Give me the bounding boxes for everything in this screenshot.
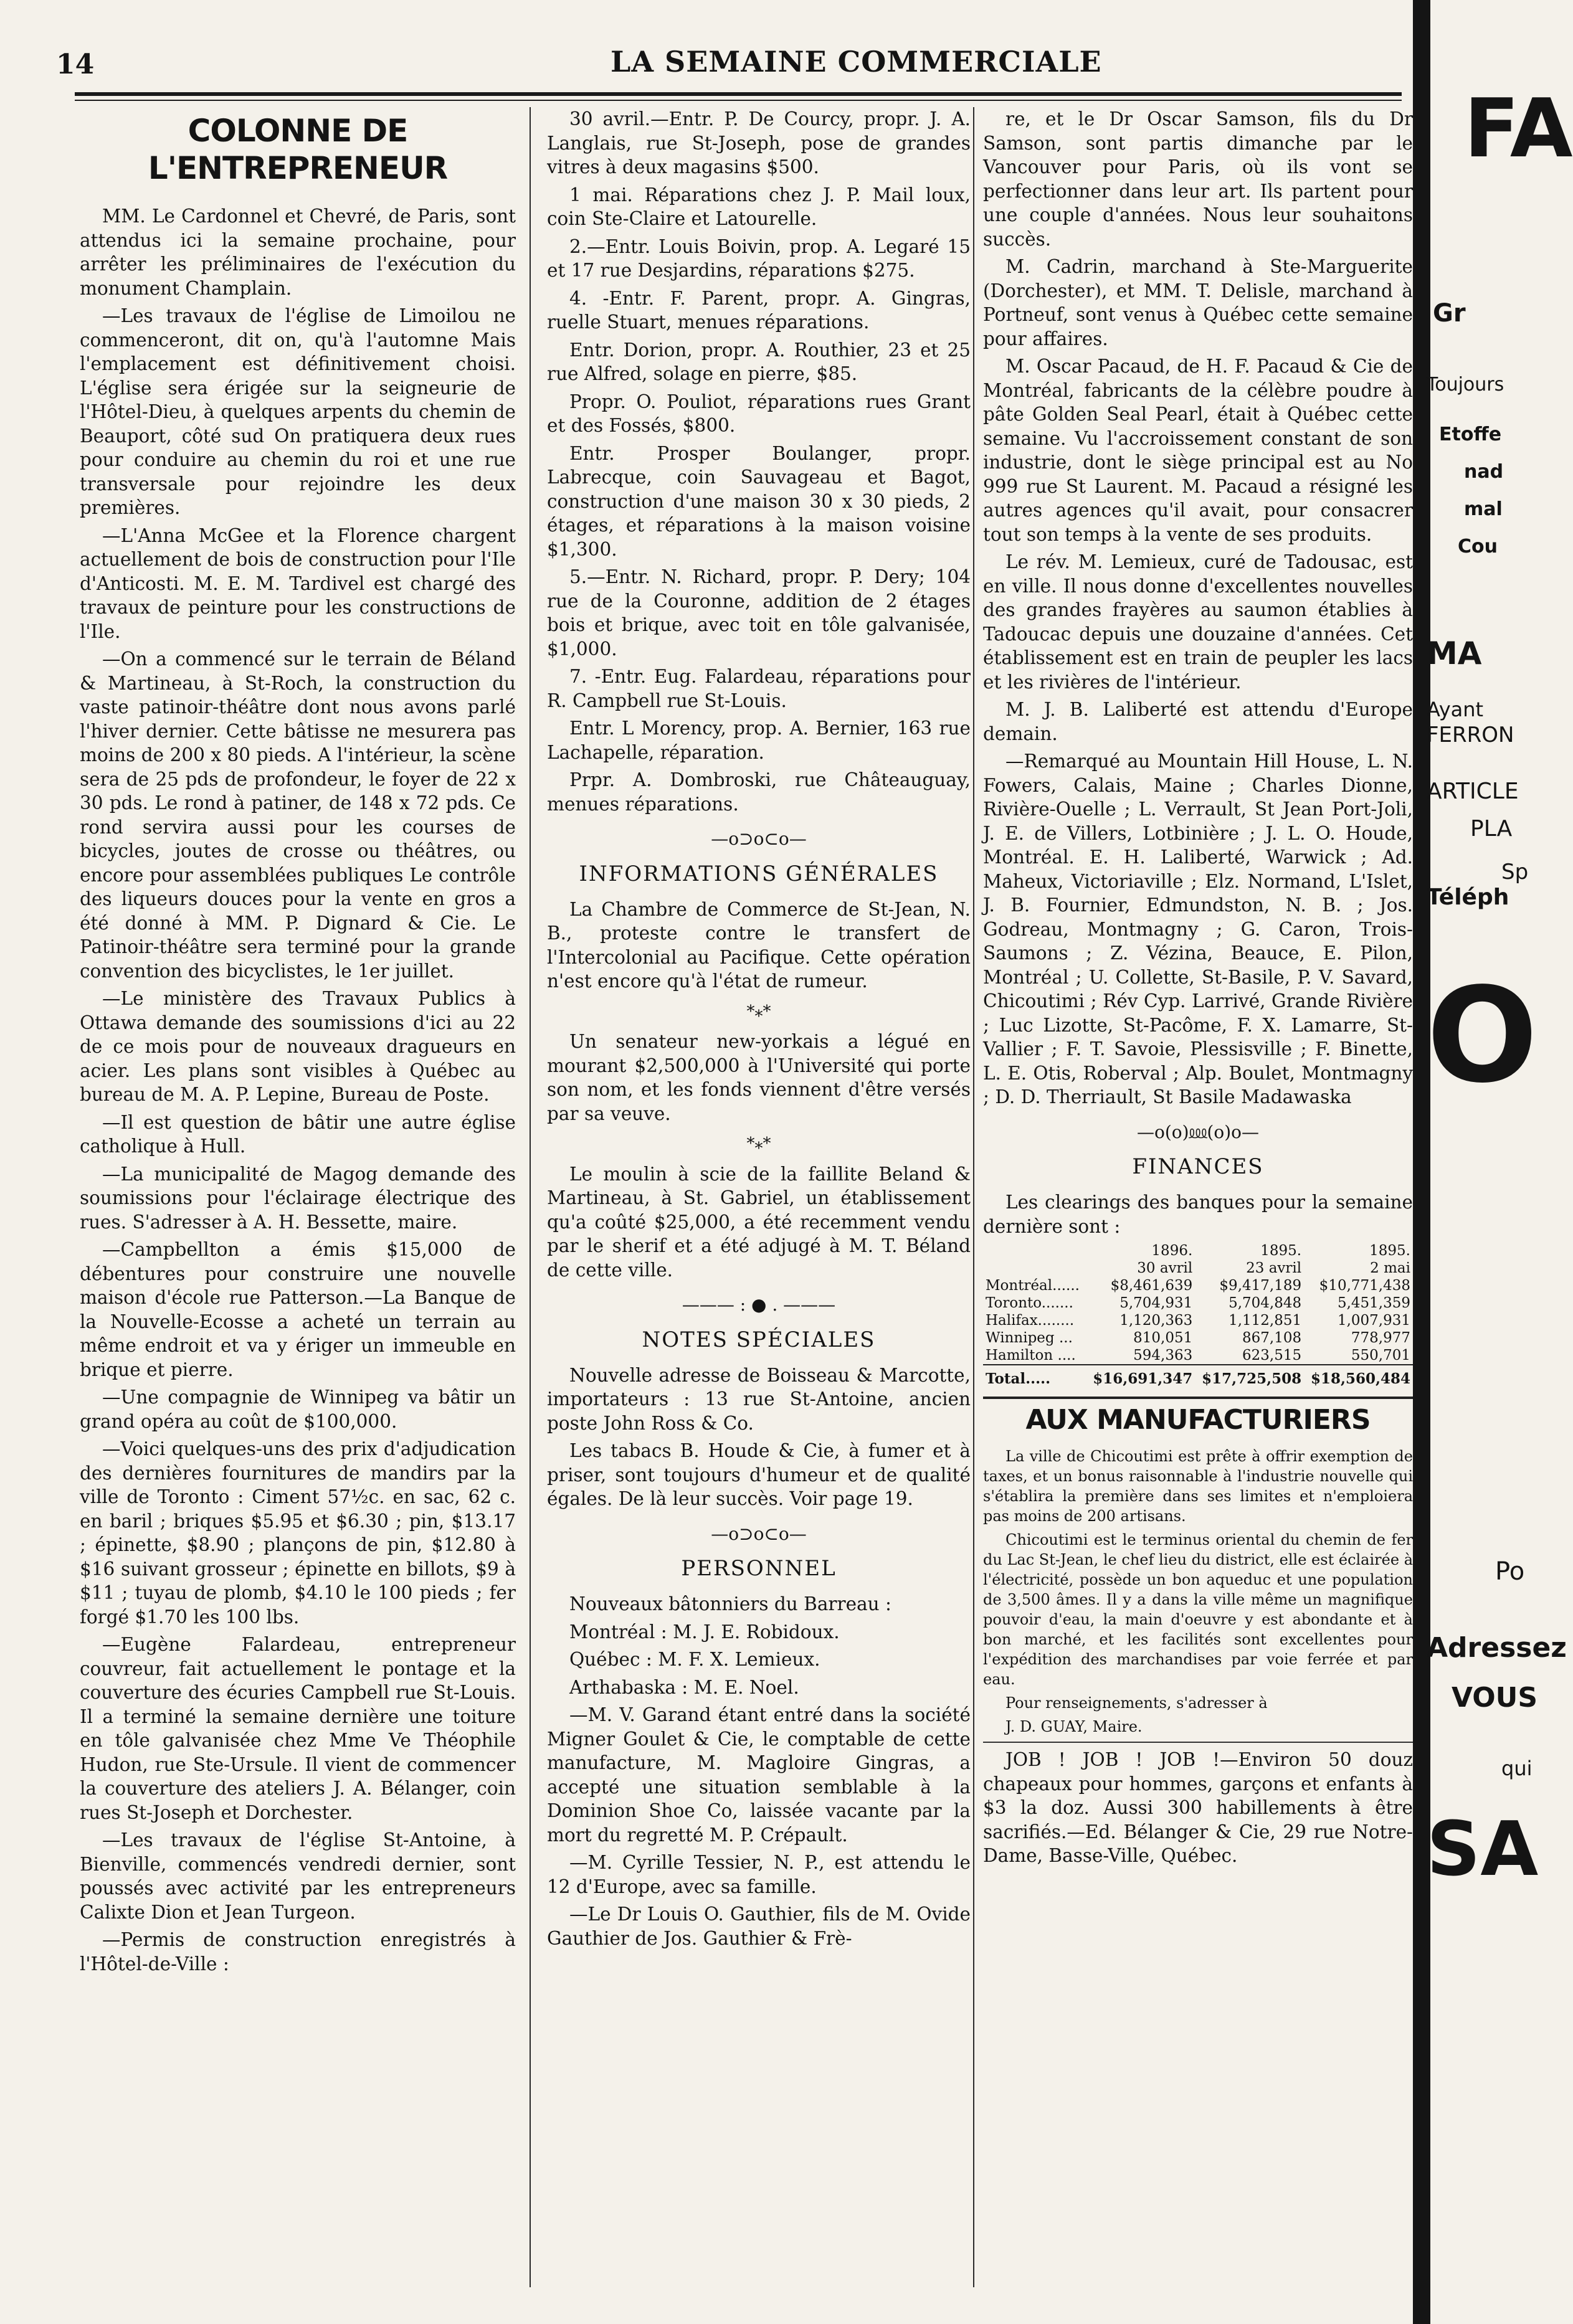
notice-paragraph: Chicoutimi est le terminus oriental du chemin de fer du Lac St-Jean, le chef lieu du district, elle est éclairée à l'électricité, possède un bon aqueduc et une population de 3,500 âmes. Il y a dans la ville même un magnifique pouvoir d'eau, la main d'oeuvre y est abondante et à bon marché, et les facilités sont excellentes pour l'expédition des marchandises par voie ferrée et par eau.	[983, 1531, 1413, 1688]
adjacent-page-text-fragment: Etoffe	[1439, 424, 1502, 445]
adjacent-page-text-fragment: Adressez	[1427, 1632, 1567, 1664]
page-number: 14	[56, 49, 95, 80]
permit-entry: Entr. Prosper Boulanger, propr. Labrecque, coin Sauvageau et Bagot, construction d'une maison 30 x 30 pieds, 2 étages, et réparations à la maison voisine $1,300.	[547, 442, 971, 560]
table-cell: Toronto.......	[986, 1295, 1073, 1311]
permit-entry: 5.—Entr. N. Richard, propr. P. Dery; 104 rue de la Couronne, addition de 2 étages bois et brique, avec toit en tôle galvanisée, $1,000.	[547, 566, 971, 660]
permit-entry: Entr. L Morency, prop. A. Bernier, 163 rue Lachapelle, réparation.	[547, 718, 971, 763]
permit-entry: 1 mai. Réparations chez J. P. Mail loux, coin Ste-Claire et Latourelle.	[547, 184, 971, 229]
table-cell: 1,007,931	[1337, 1312, 1410, 1329]
article-paragraph: M. Cadrin, marchand à Ste-Marguerite (Dorchester), et MM. T. Delisle, marchand à Portneuf, sont venus à Québec cette semaine pour affaires.	[983, 256, 1413, 349]
table-cell: Winnipeg ...	[986, 1330, 1073, 1346]
table-cell: 810,051	[1133, 1330, 1193, 1346]
asterism-separator: *⁎*	[746, 1002, 771, 1021]
article-paragraph: Québec : M. F. X. Lemieux.	[569, 1649, 820, 1670]
table-header-cell: 1895.	[1369, 1243, 1410, 1259]
article-paragraph: —Eugène Falardeau, entrepreneur couvreur, fait actuellement le pontage et la couverture des écuries Campbell rue St-Louis. Il a terminé la semaine dernière une toiture en tôle galvanisée chez Mme Ve Théophile Hudon, rue Ste-Ursule. Il vient de commencer la couverture des ateliers J. A. Bélanger, coin rues St-Joseph et Dorchester.	[80, 1634, 516, 1823]
article-paragraph: —Une compagnie de Winnipeg va bâtir un grand opéra au coût de $100,000.	[80, 1387, 516, 1432]
table-header-row	[983, 1242, 1413, 1259]
table-row	[983, 1347, 1413, 1365]
adjacent-page-text-fragment: MA	[1427, 635, 1482, 671]
table-cell: $8,461,639	[1110, 1278, 1193, 1294]
table-cell: $9,417,189	[1219, 1278, 1302, 1294]
permit-entry: Propr. O. Pouliot, réparations rues Grant et des Fossés, $800.	[547, 391, 971, 436]
adjacent-page-text-fragment: Po	[1495, 1557, 1525, 1586]
table-subheader-cell: 2 mai	[1370, 1260, 1410, 1276]
article-paragraph: —Permis de construction enregistrés à l'Hôtel-de-Ville :	[80, 1929, 516, 1975]
table-row	[983, 1277, 1413, 1294]
article-paragraph: —M. V. Garand étant entré dans la société Migner Goulet & Cie, le comptable de cette manufacture, M. Magloire Gingras, a accepté une situation semblable à la Dominion Shoe Co, laissée vacante par la mort du regretté M. P. Crépault.	[547, 1704, 971, 1846]
article-paragraph: —On a commencé sur le terrain de Béland & Martineau, à St-Roch, la construction du vaste patinoir-théâtre dont nous avons parlé l'hiver dernier. Cette bâtisse ne mesurera pas moins de 200 x 80 pieds. A l'intérieur, la scène sera de 25 pds de profondeur, le foyer de 22 x 30 pds. Le rond à patiner, de 148 x 72 pds. Ce rond servira aussi pour les courses de bicycles, joutes de crosse ou théâtres, ou encore pour assemblées publiques Le contrôle des liqueurs douces pour la vente en gros a été donné à MM. P. Dignard & Cie. Le Patinoir-théâtre sera terminé pour la grande convention des bicyclistes, le 1er juillet.	[80, 648, 516, 982]
adjacent-page-text-fragment: Cou	[1458, 536, 1498, 557]
adjacent-page-text-fragment: Toujours	[1427, 374, 1504, 396]
permits-list	[547, 107, 971, 816]
article-paragraph: M. Oscar Pacaud, de H. F. Pacaud & Cie de Montréal, fabricants de la célèbre poudre à pâte Golden Seal Pearl, était à Québec cette semaine. Vu l'accroissement constant de son industrie, dont le siège principal est au No 999 rue St Laurent. M. Pacaud a résigné les autres agences qu'il avait, pour consacrer tout son temps à la vente de ses produits.	[983, 356, 1413, 545]
column-right	[983, 107, 1413, 1872]
adjacent-page-fragment	[1427, 81, 1573, 2324]
adjacent-page-text-fragment: nad	[1464, 461, 1504, 483]
adjacent-page-text-fragment: Sp	[1501, 860, 1529, 885]
adjacent-page-text-fragment: Gr	[1433, 299, 1466, 328]
adjacent-page-text-fragment: SA	[1427, 1806, 1539, 1893]
article-paragraph: Nouveaux bâtonniers du Barreau :	[569, 1593, 891, 1615]
table-subheader-row	[983, 1259, 1413, 1277]
article-paragraph: MM. Le Cardonnel et Chevré, de Paris, sont attendus ici la semaine prochaine, pour arrêter les préliminaires de l'exécution du monument Champlain.	[80, 206, 516, 299]
column-rule-2	[973, 107, 974, 2287]
article-paragraph: —Le ministère des Travaux Publics à Ottawa demande des soumissions d'ici au 22 de ce mois pour de nouveaux dragueurs en acier. Les plans sont visibles à Québec au bureau de M. A. P. Lepine, Bureau de Poste.	[80, 988, 516, 1105]
table-cell: 867,108	[1242, 1330, 1302, 1346]
permit-entry: 7. -Entr. Eug. Falardeau, réparations pour R. Campbell rue St-Louis.	[547, 666, 971, 711]
table-subheader-cell	[983, 1259, 1086, 1277]
article-paragraph: re, et le Dr Oscar Samson, fils du Dr Samson, sont partis dimanche par le Vancouver pour Paris, où ils vont se perfectionner dans leur art. Ils partent pour une couple d'années. Nous leur souhaitons succès.	[983, 108, 1413, 250]
article-paragraph: Un senateur new-yorkais a légué en mourant $2,500,000 à l'Université qui porte son nom, et les fonds viennent d'être versés par sa veuve.	[547, 1031, 971, 1124]
notice-paragraph: J. D. GUAY, Maire.	[1005, 1718, 1143, 1735]
article-paragraph: —Les travaux de l'église de Limoilou ne commenceront, dit on, qu'à l'automne Mais l'emplacement est définitivement choisi. L'église sera érigée sur la seigneurie de l'Hôtel-Dieu, à quelques arpents du chemin de Beauport, côté sud On pratiquera deux rues pour conduire au chemin du roi et une rue transversale pour rejoindre les deux premières.	[80, 305, 516, 518]
article-paragraph: M. J. B. Laliberté est attendu d'Europe demain.	[983, 699, 1413, 744]
adjacent-page-text-fragment: ARTICLE	[1427, 779, 1519, 804]
permit-entry: Entr. Dorion, propr. A. Routhier, 23 et 25 rue Alfred, solage en pierre, $85.	[547, 339, 971, 384]
article-paragraph: —Il est question de bâtir une autre église catholique à Hull.	[80, 1111, 516, 1157]
table-total-row	[983, 1365, 1413, 1388]
article-paragraph: Les tabacs B. Houde & Cie, à fumer et à priser, sont toujours d'humeur et de qualité égales. De là leur succès. Voir page 19.	[547, 1440, 971, 1509]
article-paragraph: —Les travaux de l'église St-Antoine, à Bienville, commencés vendredi dernier, sont poussés avec activité par les entrepreneurs Calixte Dion et Jean Turgeon.	[80, 1829, 516, 1923]
article-paragraph: —M. Cyrille Tessier, N. P., est attendu le 12 d'Europe, avec sa famille.	[547, 1852, 971, 1897]
section-title-informations: INFORMATIONS GÉNÉRALES	[579, 861, 939, 886]
adjacent-page-text-fragment: mal	[1464, 498, 1503, 520]
ornament-separator: —o(o)⅏(o)o—	[1137, 1121, 1259, 1142]
article-paragraph: —Voici quelques-uns des prix d'adjudication des dernières fournitures de mandirs par la ville de Toronto : Ciment 57½c. en sac, 62 c. en baril ; briques $5.95 et $6.30 ; pin, $13.17 ; épinette, $8.90 ; plançons de pin, $12.80 à $16 suivant grosseur ; épinette en billots, $9 à $11 ; tuyau de plomb, $4.10 le 100 pieds ; fer forgé $1.70 les 100 lbs.	[80, 1438, 516, 1628]
section-title-personnel: PERSONNEL	[681, 1556, 837, 1581]
permit-entry: 30 avril.—Entr. P. De Courcy, propr. J. A. Langlais, rue St-Joseph, pose de grandes vitres à deux magasins $500.	[547, 108, 971, 178]
article-paragraph: Le rév. M. Lemieux, curé de Tadousac, est en ville. Il nous donne d'excellentes nouvelles des grandes frayères au saumon établies à Tadoucac depuis une douzaine d'années. Cet établissement est en train de peupler les lacs et les rivières de l'intérieur.	[983, 551, 1413, 693]
job-advert: JOB ! JOB ! JOB !—Environ 50 douz chapeaux pour hommes, garçons et enfants à $3 la doz. Aussi 300 habillements à être sacrifiés.—Ed. Bélanger & Cie, 29 rue Notre-Dame, Basse-Ville, Québec.	[983, 1749, 1413, 1866]
column-entrepreneur	[80, 107, 516, 1980]
personnel-articles	[547, 1592, 971, 1950]
ornament-separator: —o⊃o⊂o—	[711, 828, 807, 849]
permit-entry: 2.—Entr. Louis Boivin, prop. A. Legaré 15 et 17 rue Desjardins, réparations $275.	[547, 235, 971, 281]
table-cell: 5,704,848	[1228, 1295, 1302, 1311]
article-paragraph: Montréal : M. J. E. Robidoux.	[569, 1621, 840, 1643]
section-title-entrepreneur: COLONNE DE L'ENTREPRENEUR	[148, 113, 448, 186]
article-paragraph: —Le Dr Louis O. Gauthier, fils de M. Ovide Gauthier de Jos. Gauthier & Frè-	[547, 1904, 971, 1949]
adjacent-page-text-fragment: PLA	[1470, 816, 1513, 842]
table-cell: $18,560,484	[1304, 1365, 1413, 1388]
article-paragraph: Arthabaska : M. E. Noel.	[569, 1676, 799, 1698]
table-subheader-cell: 23 avril	[1246, 1260, 1302, 1276]
article-paragraph: —Campbellton a émis $15,000 de débentures pour construire une nouvelle maison d'école rue Patterson.—La Banque de la Nouvelle-Ecosse a acheté un terrain au même endroit et va y ériger un immeuble en brique et pierre.	[80, 1239, 516, 1380]
manufacturiers-notice	[983, 1446, 1413, 1737]
table-row	[983, 1329, 1413, 1347]
table-cell: $10,771,438	[1319, 1278, 1410, 1294]
article-paragraph: Le moulin à scie de la faillite Beland & Martineau, à St. Gabriel, un établissement qu'a coûté $25,000, a été recemment vendu par le sherif et a été adjugé à M. T. Béland de cette ville.	[547, 1163, 971, 1281]
entrepreneur-articles	[80, 204, 516, 1976]
permit-entry: 4. -Entr. F. Parent, propr. A. Gingras, ruelle Stuart, menues réparations.	[547, 287, 971, 333]
table-cell: 594,363	[1133, 1347, 1193, 1364]
adjacent-page-text-fragment: qui	[1501, 1757, 1533, 1780]
adjacent-page-text-fragment: FERRON	[1427, 723, 1514, 747]
ornament-separator: —o⊃o⊂o—	[711, 1523, 807, 1544]
article-paragraph: —La municipalité de Magog demande des soumissions pour l'éclairage électrique des rues. S'adresser à A. H. Bessette, maire.	[80, 1163, 516, 1233]
table-header-cell: 1896.	[1151, 1243, 1193, 1259]
article-paragraph: Nouvelle adresse de Boisseau & Marcotte, importateurs : 13 rue St-Antoine, ancien poste John Ross & Co.	[547, 1364, 971, 1434]
table-cell: 1,112,851	[1228, 1312, 1302, 1329]
section-title-notes: NOTES SPÉCIALES	[642, 1327, 876, 1352]
article-paragraph: La Chambre de Commerce de St-Jean, N. B., proteste contre le transfert de l'Intercolonial au Pacifique. Cette opération n'est encore qu'à l'état de rumeur.	[547, 898, 971, 992]
divider	[983, 1742, 1413, 1743]
article-paragraph: —Remarqué au Mountain Hill House, L. N. Fowers, Calais, Maine ; Charles Dionne, Rivière-Ouelle ; L. Verrault, St Jean Port-Joli, J. E. de Villers, Lotbinière ; J. L. O. Houde, Montréal. E. H. Laliberté, Warwick ; Ad. Maheux, Victoriaville ; Elz. Normand, L'Islet, J. B. Fournier, Edmundston, N. B. ; Jos. Godreau, Montmagny ; G. Caron, Trois-Saumons ; Z. Vézina, Beauce, E. Pilon, Montréal ; U. Collette, St-Basile, P. V. Savard, Chicoutimi ; Rév Cyp. Larrivé, Grande Rivière ; Luc Lizotte, St-Pacôme, F. X. Lamarre, St-Vallier ; F. T. Savoie, Plessisville ; F. Binette, L. E. Otis, Roberval ; Alp. Boulet, Montmagny ; D. D. Therriault, St Basile Madawaska	[983, 751, 1413, 1107]
ornament-separator: ——— : ● . ———	[682, 1294, 836, 1315]
permit-entry: Prpr. A. Dombroski, rue Châteauguay, menues réparations.	[547, 769, 971, 815]
table-cell: 623,515	[1242, 1347, 1302, 1364]
table-cell: Halifax........	[986, 1312, 1075, 1329]
table-cell: $17,725,508	[1195, 1365, 1304, 1388]
table-cell: Total.....	[983, 1365, 1086, 1388]
adjacent-page-text-fragment: FA	[1464, 81, 1573, 176]
adjacent-page-text-fragment: Téléph	[1427, 885, 1509, 910]
table-cell: 5,451,359	[1337, 1295, 1410, 1311]
table-cell: 778,977	[1351, 1330, 1410, 1346]
table-row	[983, 1312, 1413, 1329]
adjacent-page-text-fragment: Ayant	[1427, 698, 1484, 721]
adjacent-page-text-fragment: O	[1427, 959, 1538, 1112]
table-cell: 5,704,931	[1119, 1295, 1193, 1311]
table-header-cell	[983, 1242, 1086, 1259]
table-cell: 1,120,363	[1119, 1312, 1193, 1329]
clearings-table	[983, 1242, 1413, 1388]
table-cell: $16,691,347	[1086, 1365, 1195, 1388]
section-title-manufacturiers: AUX MANUFACTURIERS	[983, 1397, 1413, 1436]
table-cell: Hamilton ....	[986, 1347, 1076, 1364]
table-cell: Montréal......	[986, 1278, 1080, 1294]
notice-paragraph: La ville de Chicoutimi est prête à offrir exemption de taxes, et un bonus raisonnable à l'industrie nouvelle qui s'établira la première dans ses limites et n'emploiera pas moins de 200 artisans.	[983, 1448, 1413, 1525]
table-cell: 550,701	[1351, 1347, 1410, 1364]
table-subheader-cell: 30 avril	[1137, 1260, 1193, 1276]
section-title-finances: FINANCES	[1132, 1154, 1264, 1179]
header-rule-thin	[75, 100, 1402, 101]
table-header-cell: 1895.	[1260, 1243, 1302, 1259]
finances-intro: Les clearings des banques pour la semaine dernière sont :	[983, 1192, 1413, 1237]
adjacent-page-text-fragment: VOUS	[1452, 1682, 1538, 1714]
article-paragraph: —L'Anna McGee et la Florence chargent actuellement de bois de construction pour l'Ile d'Anticosti. M. E. M. Tardivel est chargé des travaux de peinture pour les constructions de l'Ile.	[80, 524, 516, 642]
column-rule-1	[530, 107, 531, 2287]
header-rule	[75, 92, 1402, 96]
notice-paragraph: Pour renseignements, s'adresser à	[1005, 1694, 1268, 1712]
masthead-title: LA SEMAINE COMMERCIALE	[611, 45, 1102, 78]
informations-articles	[547, 898, 971, 1283]
table-row	[983, 1294, 1413, 1312]
asterism-separator: *⁎*	[746, 1134, 771, 1153]
column-middle	[547, 107, 971, 1954]
personal-notes	[983, 107, 1413, 1109]
notes-articles	[547, 1364, 971, 1511]
